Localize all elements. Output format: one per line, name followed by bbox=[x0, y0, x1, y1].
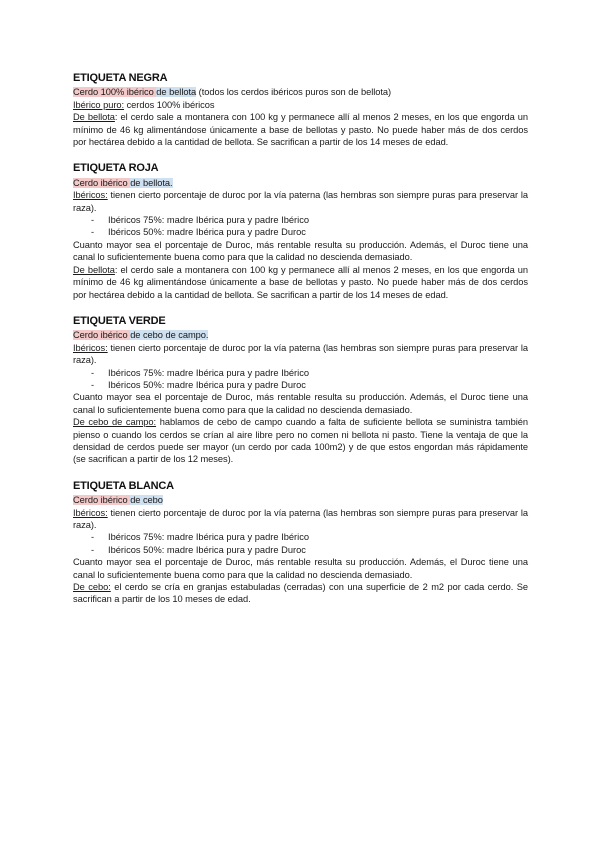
highlight-blue: de bellota. bbox=[130, 177, 173, 188]
section-title: ETIQUETA VERDE bbox=[73, 314, 166, 327]
section-etiqueta-blanca bbox=[73, 480, 528, 606]
list-item: - Ibéricos 50%: madre Ibérica pura y padre Duroc bbox=[91, 544, 528, 556]
term-text: tienen cierto porcentaje de duroc por la vía paterna (las hembras son siempre puras para preservar la raza). bbox=[73, 342, 528, 366]
term-text: : el cerdo sale a montanera con 100 kg y permanece allí al menos 2 meses, en los que engorda un mínimo de 46 kg alimentándose únicamente a base de bellotas y pasto. No puede haber más de dos cerdos por hectárea debido a la cantidad de bellota. Se sacrifican a partir de los 14 meses de edad. bbox=[73, 112, 528, 148]
list-item: - Ibéricos 50%: madre Ibérica pura y padre Duroc bbox=[91, 379, 528, 391]
paragraph-ibericos bbox=[73, 189, 528, 214]
bullet-list bbox=[73, 531, 528, 556]
paragraph-iberico-puro bbox=[73, 99, 528, 111]
list-item: - Ibéricos 50%: madre Ibérica pura y padre Duroc bbox=[91, 226, 528, 238]
highlight-blue: de cebo bbox=[130, 495, 163, 506]
section-etiqueta-verde bbox=[73, 315, 528, 466]
term-text: cerdos 100% ibéricos bbox=[124, 99, 215, 110]
list-item: - Ibéricos 75%: madre Ibérica pura y padre Ibérico bbox=[91, 214, 528, 226]
highlight-red: Cerdo ibérico bbox=[73, 495, 131, 506]
highlight-blue: de bellota bbox=[156, 87, 197, 98]
bullet-list bbox=[73, 214, 528, 239]
term-label: De cebo: bbox=[73, 582, 111, 593]
term-label: De bellota bbox=[73, 112, 115, 123]
paragraph-de-bellota bbox=[73, 264, 528, 301]
term-text: tienen cierto porcentaje de duroc por la vía paterna (las hembras son siempre puras para preservar la raza). bbox=[73, 190, 528, 213]
paragraph-ibericos bbox=[73, 342, 528, 367]
term-label: Ibéricos: bbox=[73, 507, 108, 518]
highlight-red: Cerdo ibérico bbox=[73, 177, 131, 188]
paragraph-de-cebo bbox=[73, 581, 528, 606]
highlight-red: Cerdo ibérico bbox=[73, 330, 131, 341]
term-text: hablamos de cebo de campo cuando a falta de suficiente bellota se suministra también pienso o cuando los cerdos se crían al aire libre pero no comen ni bellota ni pasto. Tiene la ventaja de que la densidad de cerdos puede ser mayor (un cerdo por cada 100m2) y de que estos engordan más rápidamente (se sacrifican a partir de los 12 meses). bbox=[73, 417, 528, 465]
section-subtitle bbox=[73, 329, 528, 341]
subtitle-tail: (todos los cerdos ibéricos puros son de bellota) bbox=[196, 87, 392, 98]
paragraph-de-bellota bbox=[73, 111, 528, 148]
term-text: el cerdo se cría en granjas estabuladas (cerradas) con una superficie de 2 m2 por cada cerdo. Se sacrifican a partir de los 10 meses de edad. bbox=[73, 582, 529, 605]
paragraph-duroc: Cuanto mayor sea el porcentaje de Duroc, más rentable resulta su producción. Además, el Duroc tiene una canal lo suficientemente buena como para que la calidad no descienda demasiado. bbox=[73, 557, 528, 580]
section-subtitle bbox=[73, 494, 528, 506]
paragraph-ibericos bbox=[73, 507, 528, 532]
section-subtitle bbox=[73, 177, 528, 189]
term-text: : el cerdo sale a montanera con 100 kg y permanece allí al menos 2 meses, en los que engorda un mínimo de 46 kg alimentándose únicamente a base de bellotas y pasto. No puede haber más de dos cerdos por hectárea debido a la cantidad de bellota. Se sacrifican a partir de los 14 meses de edad. bbox=[73, 264, 528, 300]
term-label: De bellota bbox=[73, 264, 115, 275]
term-text: tienen cierto porcentaje de duroc por la vía paterna (las hembras son siempre puras para preservar la raza). bbox=[73, 507, 528, 530]
paragraph-de-cebo-de-campo bbox=[73, 416, 528, 466]
paragraph-duroc: Cuanto mayor sea el porcentaje de Duroc, más rentable resulta su producción. Además, el Duroc tiene una canal lo suficientemente buena como para que la calidad no descienda demasiado. bbox=[73, 392, 528, 415]
list-item: - Ibéricos 75%: madre Ibérica pura y padre Ibérico bbox=[91, 367, 528, 379]
document-page bbox=[73, 72, 528, 620]
term-label: De cebo de campo: bbox=[73, 417, 157, 428]
paragraph-duroc: Cuanto mayor sea el porcentaje de Duroc, más rentable resulta su producción. Además, el Duroc tiene una canal lo suficientemente buena como para que la calidad no descienda demasiado. bbox=[73, 239, 528, 263]
section-etiqueta-roja bbox=[73, 162, 528, 300]
term-label: Ibérico puro: bbox=[73, 99, 125, 110]
highlight-red: Cerdo 100% ibérico bbox=[73, 87, 157, 98]
section-etiqueta-negra bbox=[73, 72, 528, 148]
term-label: Ibéricos: bbox=[73, 342, 108, 353]
section-title: ETIQUETA BLANCA bbox=[73, 479, 174, 492]
list-item: - Ibéricos 75%: madre Ibérica pura y padre Ibérico bbox=[91, 531, 528, 543]
section-subtitle bbox=[73, 86, 528, 98]
highlight-blue: de cebo de campo. bbox=[130, 330, 209, 341]
section-title: ETIQUETA NEGRA bbox=[73, 72, 168, 84]
section-title: ETIQUETA ROJA bbox=[73, 162, 159, 175]
term-label: Ibéricos: bbox=[73, 190, 108, 201]
bullet-list bbox=[73, 367, 528, 392]
